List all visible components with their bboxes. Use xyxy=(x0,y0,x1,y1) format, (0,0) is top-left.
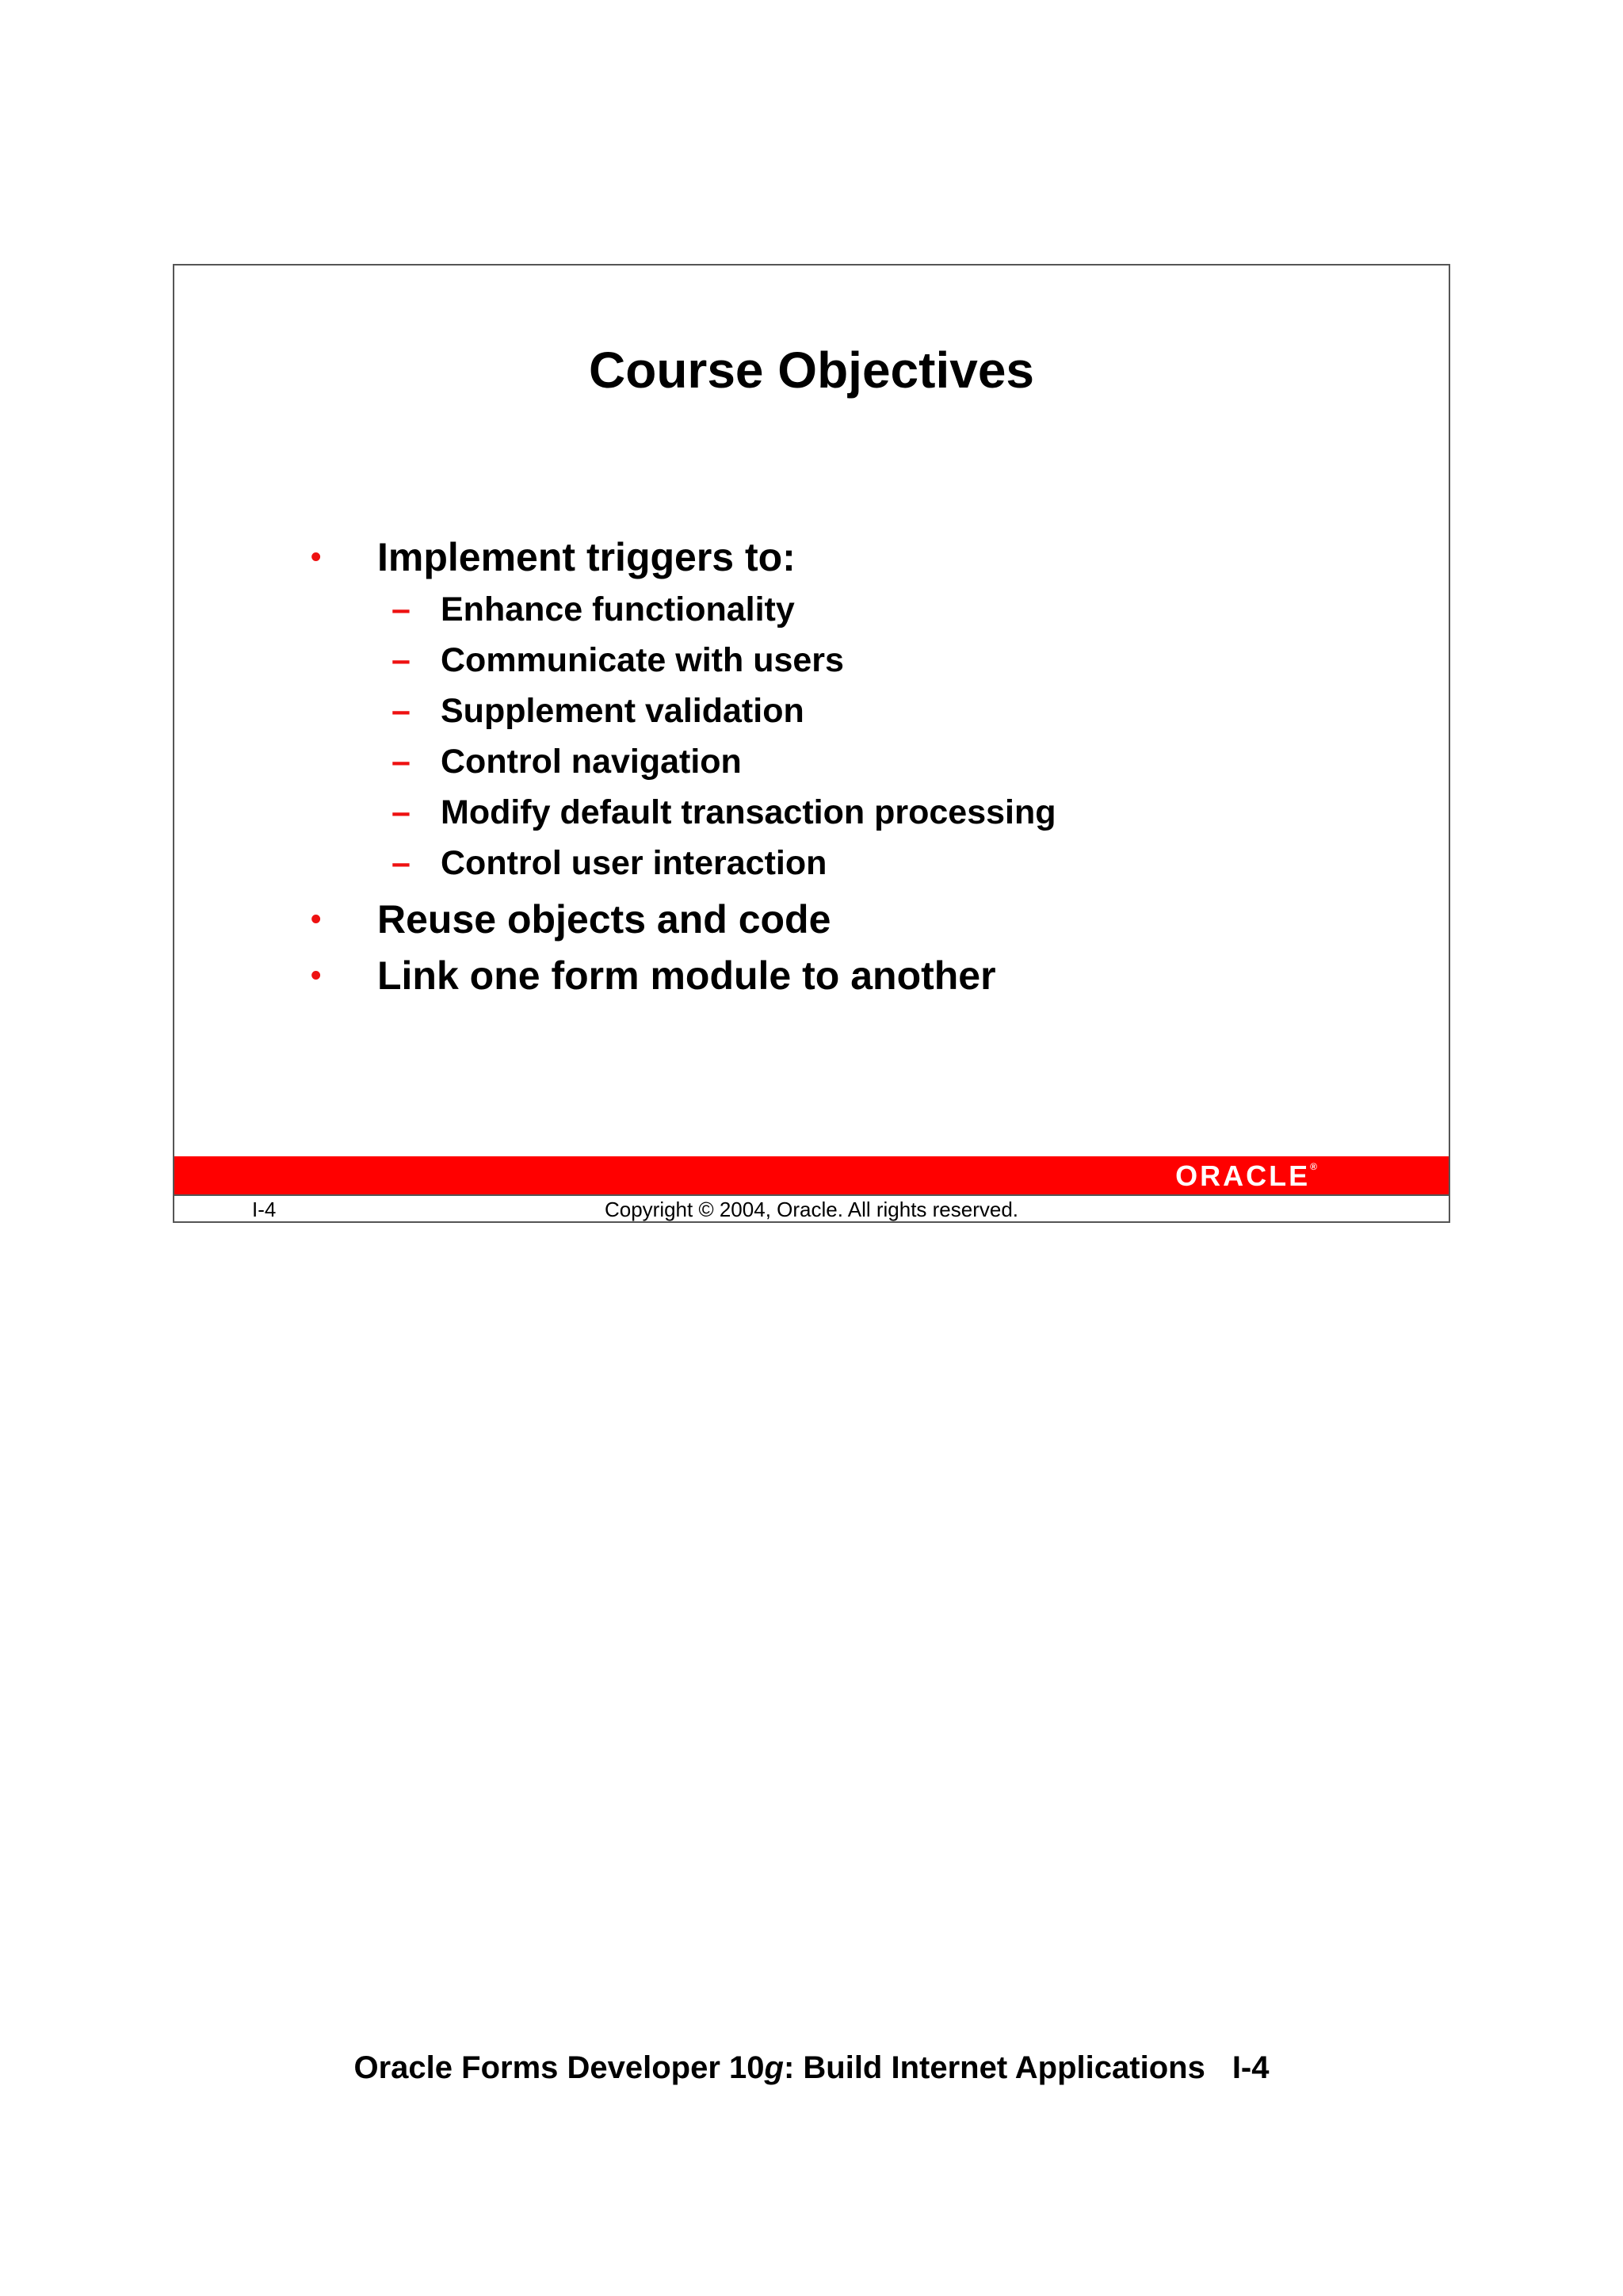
logo-trademark: ® xyxy=(1310,1161,1317,1172)
bullet-text: Reuse objects and code xyxy=(377,897,831,942)
slide-title: Course Objectives xyxy=(589,342,1034,399)
sub-marker: – xyxy=(391,844,411,882)
sub-item-text: Control user interaction xyxy=(441,844,827,882)
sub-item-text: Modify default transaction processing xyxy=(441,793,1056,831)
sub-marker: – xyxy=(391,641,411,679)
bullet-marker: • xyxy=(311,541,322,574)
sub-item-text: Control navigation xyxy=(441,743,742,781)
sub-marker: – xyxy=(391,743,411,781)
sub-marker: – xyxy=(391,590,411,628)
bullet-text: Link one form module to another xyxy=(377,953,996,998)
slide-page-number: I-4 xyxy=(252,1198,277,1221)
copyright-notice: Copyright © 2004, Oracle. All rights reserved. xyxy=(604,1198,1019,1221)
footer-page-number: I-4 xyxy=(1232,2050,1270,2085)
page-footer xyxy=(0,2052,1623,2084)
bullet-marker: • xyxy=(311,903,322,936)
sub-item-text: Enhance functionality xyxy=(441,590,795,628)
footer-title-suffix: : Build Internet Applications xyxy=(783,2050,1205,2085)
slide-frame xyxy=(173,264,1450,1223)
footer-title-prefix: Oracle Forms Developer 10 xyxy=(353,2050,765,2085)
sub-item-text: Communicate with users xyxy=(441,641,844,679)
footer-divider xyxy=(174,1194,1449,1196)
sub-marker: – xyxy=(391,793,411,831)
logo-text: ORACLE xyxy=(1175,1159,1311,1192)
bullet-text: Implement triggers to: xyxy=(377,535,796,579)
oracle-logo xyxy=(1175,1159,1317,1192)
footer-title-italic: g xyxy=(764,2050,784,2085)
bullet-marker: • xyxy=(311,959,322,992)
sub-item-text: Supplement validation xyxy=(441,692,804,730)
sub-marker: – xyxy=(391,692,411,730)
